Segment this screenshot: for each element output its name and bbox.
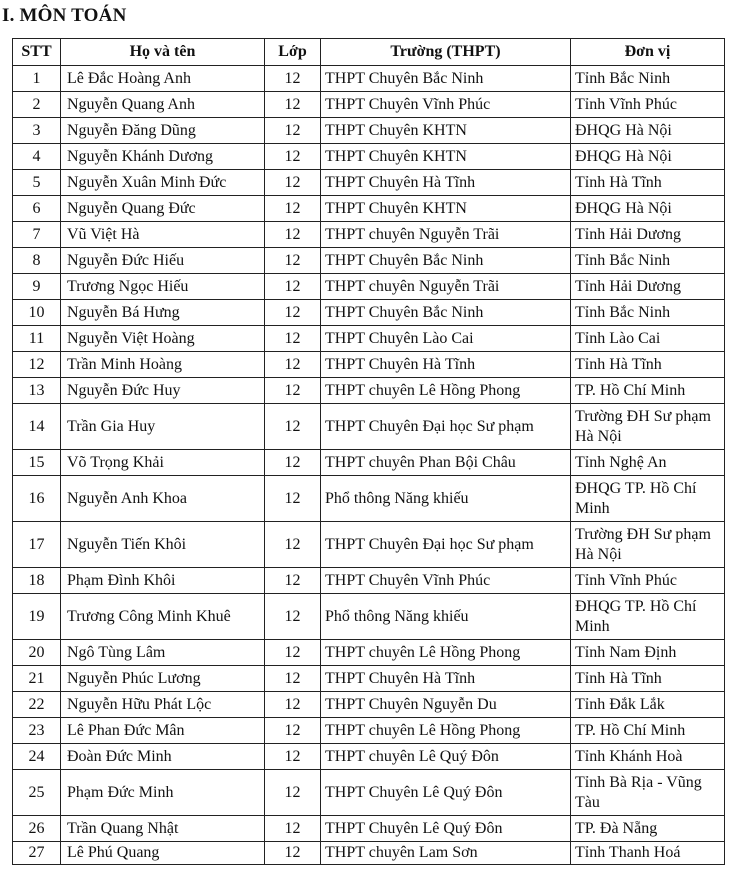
cell-school: THPT Chuyên Nguyễn Du (321, 692, 571, 718)
cell-stt: 8 (13, 248, 61, 274)
cell-class: 12 (265, 274, 321, 300)
cell-unit: ĐHQG Hà Nội (571, 118, 725, 144)
cell-class: 12 (265, 770, 321, 816)
table-row (13, 378, 725, 404)
cell-unit: Tỉnh Lào Cai (571, 326, 725, 352)
table-row (13, 594, 725, 640)
cell-school: THPT chuyên Lê Hồng Phong (321, 718, 571, 744)
table-row (13, 352, 725, 378)
cell-unit: Trường ĐH Sư phạm Hà Nội (571, 404, 725, 450)
cell-unit: Tỉnh Hải Dương (571, 274, 725, 300)
cell-school: THPT chuyên Nguyễn Trãi (321, 274, 571, 300)
cell-school: THPT Chuyên Vĩnh Phúc (321, 92, 571, 118)
cell-class: 12 (265, 326, 321, 352)
cell-name: Lê Phú Quang (61, 842, 265, 865)
cell-stt: 19 (13, 594, 61, 640)
cell-school: Phổ thông Năng khiếu (321, 594, 571, 640)
table-row (13, 248, 725, 274)
cell-class: 12 (265, 692, 321, 718)
cell-class: 12 (265, 816, 321, 842)
cell-name: Đoàn Đức Minh (61, 744, 265, 770)
table-row (13, 196, 725, 222)
table-row (13, 274, 725, 300)
cell-school: THPT chuyên Phan Bội Châu (321, 450, 571, 476)
cell-class: 12 (265, 718, 321, 744)
cell-school: THPT Chuyên Lào Cai (321, 326, 571, 352)
table-row (13, 66, 725, 92)
table-row (13, 640, 725, 666)
cell-unit: Trường ĐH Sư phạm Hà Nội (571, 522, 725, 568)
cell-unit: Tỉnh Bà Rịa - Vũng Tàu (571, 770, 725, 816)
table-row (13, 568, 725, 594)
table-row (13, 144, 725, 170)
cell-stt: 24 (13, 744, 61, 770)
table-row (13, 222, 725, 248)
cell-name: Phạm Đình Khôi (61, 568, 265, 594)
cell-unit: Tỉnh Đắk Lắk (571, 692, 725, 718)
cell-name: Nguyễn Đăng Dũng (61, 118, 265, 144)
cell-stt: 14 (13, 404, 61, 450)
cell-school: THPT Chuyên Đại học Sư phạm (321, 404, 571, 450)
table-row (13, 842, 725, 865)
cell-name: Nguyễn Quang Anh (61, 92, 265, 118)
cell-name: Nguyễn Việt Hoàng (61, 326, 265, 352)
cell-unit: TP. Hồ Chí Minh (571, 378, 725, 404)
cell-class: 12 (265, 450, 321, 476)
cell-school: THPT chuyên Nguyễn Trãi (321, 222, 571, 248)
cell-school: THPT Chuyên Bắc Ninh (321, 248, 571, 274)
table-row (13, 770, 725, 816)
cell-class: 12 (265, 404, 321, 450)
cell-school: THPT Chuyên Hà Tĩnh (321, 352, 571, 378)
cell-unit: Tỉnh Hà Tĩnh (571, 666, 725, 692)
cell-unit: ĐHQG TP. Hồ Chí Minh (571, 594, 725, 640)
cell-name: Nguyễn Khánh Dương (61, 144, 265, 170)
cell-unit: Tỉnh Thanh Hoá (571, 842, 725, 865)
cell-school: THPT Chuyên KHTN (321, 144, 571, 170)
table-row (13, 170, 725, 196)
cell-name: Lê Đắc Hoàng Anh (61, 66, 265, 92)
table-row (13, 450, 725, 476)
table-row (13, 666, 725, 692)
cell-name: Nguyễn Anh Khoa (61, 476, 265, 522)
cell-stt: 12 (13, 352, 61, 378)
cell-name: Nguyễn Đức Hiếu (61, 248, 265, 274)
cell-name: Trần Gia Huy (61, 404, 265, 450)
cell-class: 12 (265, 568, 321, 594)
cell-class: 12 (265, 842, 321, 865)
cell-school: THPT Chuyên Bắc Ninh (321, 300, 571, 326)
cell-name: Trương Công Minh Khuê (61, 594, 265, 640)
cell-stt: 15 (13, 450, 61, 476)
cell-school: THPT Chuyên KHTN (321, 196, 571, 222)
table-row (13, 744, 725, 770)
table-body (13, 66, 725, 865)
cell-name: Vũ Việt Hà (61, 222, 265, 248)
cell-school: THPT Chuyên Lê Quý Đôn (321, 770, 571, 816)
table-row (13, 522, 725, 568)
cell-school: THPT chuyên Lê Hồng Phong (321, 378, 571, 404)
cell-stt: 5 (13, 170, 61, 196)
cell-stt: 6 (13, 196, 61, 222)
cell-stt: 2 (13, 92, 61, 118)
cell-unit: ĐHQG Hà Nội (571, 144, 725, 170)
cell-name: Nguyễn Phúc Lương (61, 666, 265, 692)
cell-stt: 22 (13, 692, 61, 718)
cell-class: 12 (265, 118, 321, 144)
cell-stt: 13 (13, 378, 61, 404)
table-row (13, 118, 725, 144)
cell-stt: 18 (13, 568, 61, 594)
cell-stt: 11 (13, 326, 61, 352)
cell-unit: Tỉnh Bắc Ninh (571, 300, 725, 326)
cell-school: THPT Chuyên Đại học Sư phạm (321, 522, 571, 568)
cell-class: 12 (265, 222, 321, 248)
cell-unit: Tỉnh Bắc Ninh (571, 248, 725, 274)
cell-name: Nguyễn Đức Huy (61, 378, 265, 404)
table-row (13, 326, 725, 352)
cell-name: Nguyễn Quang Đức (61, 196, 265, 222)
cell-stt: 21 (13, 666, 61, 692)
cell-stt: 23 (13, 718, 61, 744)
header-stt: STT (13, 39, 61, 66)
section-title: I. MÔN TOÁN (2, 5, 127, 26)
cell-school: Phổ thông Năng khiếu (321, 476, 571, 522)
cell-name: Nguyễn Tiến Khôi (61, 522, 265, 568)
cell-stt: 17 (13, 522, 61, 568)
header-unit: Đơn vị (571, 39, 725, 66)
table-row (13, 92, 725, 118)
table-row (13, 718, 725, 744)
cell-unit: TP. Đà Nẵng (571, 816, 725, 842)
table-row (13, 816, 725, 842)
cell-name: Nguyễn Bá Hưng (61, 300, 265, 326)
cell-stt: 25 (13, 770, 61, 816)
cell-name: Nguyễn Xuân Minh Đức (61, 170, 265, 196)
header-name: Họ và tên (61, 39, 265, 66)
cell-name: Trần Minh Hoàng (61, 352, 265, 378)
cell-class: 12 (265, 666, 321, 692)
cell-school: THPT Chuyên Bắc Ninh (321, 66, 571, 92)
cell-stt: 20 (13, 640, 61, 666)
cell-class: 12 (265, 170, 321, 196)
cell-unit: Tỉnh Bắc Ninh (571, 66, 725, 92)
cell-unit: Tỉnh Nam Định (571, 640, 725, 666)
cell-stt: 16 (13, 476, 61, 522)
header-class: Lớp (265, 39, 321, 66)
cell-school: THPT Chuyên KHTN (321, 118, 571, 144)
header-school: Trường (THPT) (321, 39, 571, 66)
cell-stt: 4 (13, 144, 61, 170)
cell-class: 12 (265, 248, 321, 274)
cell-name: Lê Phan Đức Mân (61, 718, 265, 744)
cell-class: 12 (265, 144, 321, 170)
cell-name: Phạm Đức Minh (61, 770, 265, 816)
cell-unit: ĐHQG Hà Nội (571, 196, 725, 222)
cell-class: 12 (265, 522, 321, 568)
cell-school: THPT Chuyên Hà Tĩnh (321, 666, 571, 692)
cell-unit: Tỉnh Hải Dương (571, 222, 725, 248)
cell-name: Võ Trọng Khải (61, 450, 265, 476)
cell-unit: TP. Hồ Chí Minh (571, 718, 725, 744)
cell-school: THPT chuyên Lê Quý Đôn (321, 744, 571, 770)
cell-stt: 10 (13, 300, 61, 326)
cell-unit: Tỉnh Nghệ An (571, 450, 725, 476)
cell-unit: Tỉnh Vĩnh Phúc (571, 568, 725, 594)
cell-stt: 7 (13, 222, 61, 248)
cell-stt: 9 (13, 274, 61, 300)
cell-unit: Tỉnh Hà Tĩnh (571, 170, 725, 196)
cell-unit: Tỉnh Hà Tĩnh (571, 352, 725, 378)
cell-school: THPT Chuyên Lê Quý Đôn (321, 816, 571, 842)
cell-class: 12 (265, 66, 321, 92)
cell-school: THPT Chuyên Vĩnh Phúc (321, 568, 571, 594)
student-table (12, 38, 725, 865)
table-header-row (13, 39, 725, 66)
cell-unit: ĐHQG TP. Hồ Chí Minh (571, 476, 725, 522)
cell-unit: Tỉnh Vĩnh Phúc (571, 92, 725, 118)
cell-class: 12 (265, 352, 321, 378)
cell-class: 12 (265, 92, 321, 118)
cell-school: THPT chuyên Lam Sơn (321, 842, 571, 865)
cell-stt: 3 (13, 118, 61, 144)
cell-class: 12 (265, 300, 321, 326)
cell-name: Trần Quang Nhật (61, 816, 265, 842)
cell-school: THPT chuyên Lê Hồng Phong (321, 640, 571, 666)
cell-class: 12 (265, 196, 321, 222)
table-row (13, 404, 725, 450)
cell-class: 12 (265, 476, 321, 522)
cell-name: Ngô Tùng Lâm (61, 640, 265, 666)
cell-stt: 1 (13, 66, 61, 92)
table-row (13, 300, 725, 326)
table-row (13, 692, 725, 718)
table-row (13, 476, 725, 522)
cell-class: 12 (265, 640, 321, 666)
cell-stt: 27 (13, 842, 61, 865)
cell-school: THPT Chuyên Hà Tĩnh (321, 170, 571, 196)
cell-class: 12 (265, 378, 321, 404)
cell-stt: 26 (13, 816, 61, 842)
cell-class: 12 (265, 744, 321, 770)
cell-class: 12 (265, 594, 321, 640)
cell-unit: Tỉnh Khánh Hoà (571, 744, 725, 770)
cell-name: Trương Ngọc Hiếu (61, 274, 265, 300)
cell-name: Nguyễn Hữu Phát Lộc (61, 692, 265, 718)
